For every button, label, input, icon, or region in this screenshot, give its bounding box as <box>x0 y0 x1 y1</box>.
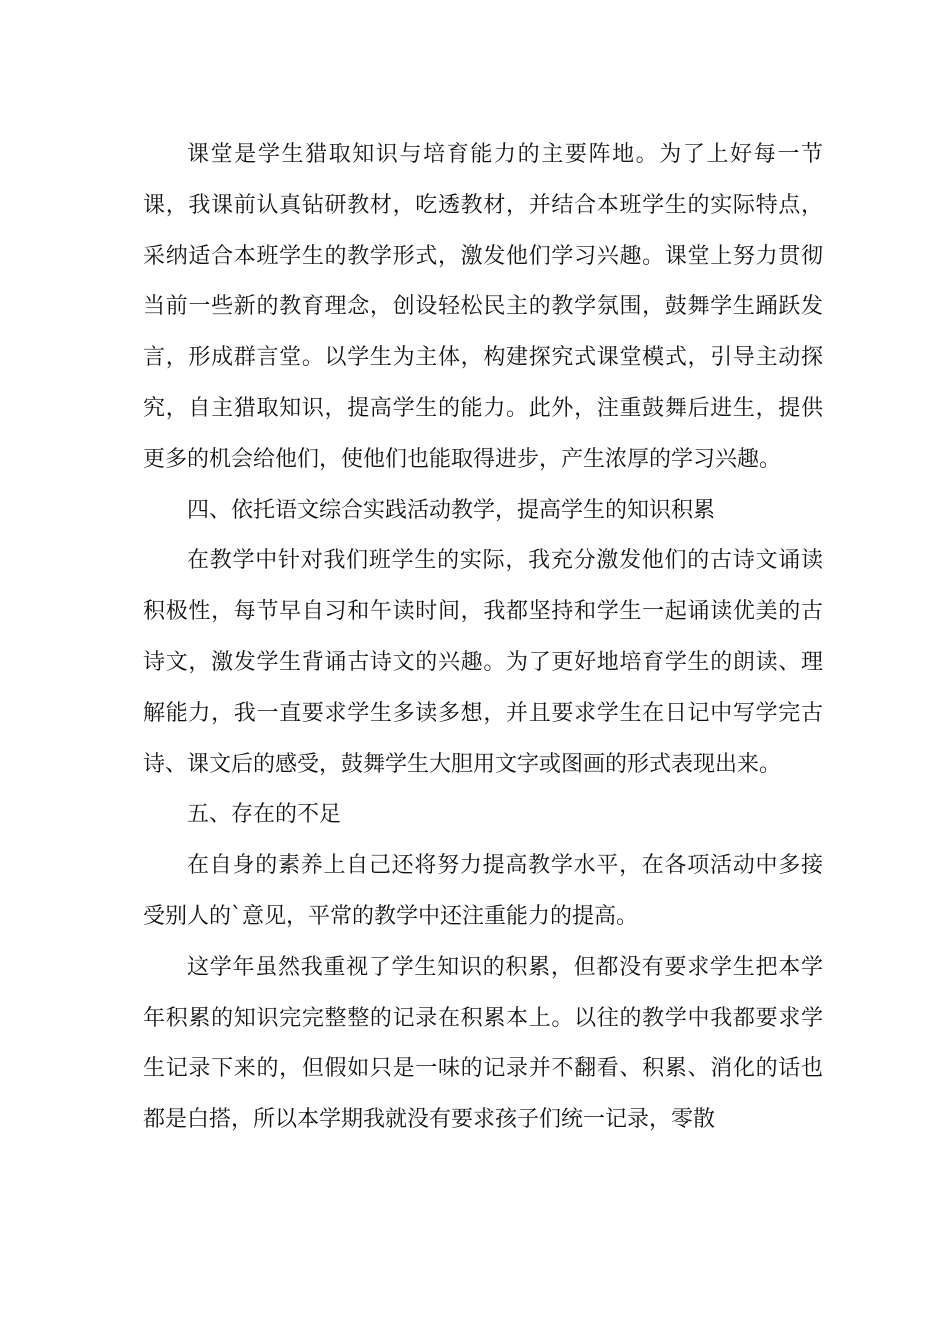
paragraph-poetry-reading: 在教学中针对我们班学生的实际，我充分激发他们的古诗文诵读积极性，每节早自习和午读时间，我都坚持和学生一起诵读优美的古诗文，激发学生背诵古诗文的兴趣。为了更好地培育学生的朗读、理解能力，我一直要求学生多读多想，并且要求学生在日记中写学完古诗、课文后的感受，鼓舞学生大胆用文字或图画的形式表现出来。 <box>143 548 823 777</box>
section-heading-five: 五、存在的不足 <box>187 802 342 828</box>
paragraph-self-improvement: 在自身的素养上自己还将努力提高教学水平，在各项活动中多接受别人的`意见，平常的教学中还注重能力的提高。 <box>143 853 823 929</box>
paragraph-classroom-teaching: 课堂是学生猎取知识与培育能力的主要阵地。为了上好每一节课，我课前认真钻研教材，吃透教材，并结合本班学生的实际特点，采纳适合本班学生的教学形式，激发他们学习兴趣。课堂上努力贯彻当前一些新的教育理念，创设轻松民主的教学氛围，鼓舞学生踊跃发言，形成群言堂。以学生为主体，构建探究式课堂模式，引导主动探究，自主猎取知识，提高学生的能力。此外，注重鼓舞后进生，提供更多的机会给他们，使他们也能取得进步，产生浓厚的学习兴趣。 <box>143 142 823 472</box>
document-body <box>143 130 823 1146</box>
section-heading-four: 四、依托语文综合实践活动教学，提高学生的知识积累 <box>187 497 716 523</box>
paragraph-knowledge-accumulation: 这学年虽然我重视了学生知识的积累，但都没有要求学生把本学年积累的知识完完整整的记录在积累本上。以往的教学中我都要求学生记录下来的，但假如只是一味的记录并不翻看、积累、消化的话也都是白搭，所以本学期我就没有要求孩子们统一记录，零散 <box>143 954 823 1133</box>
